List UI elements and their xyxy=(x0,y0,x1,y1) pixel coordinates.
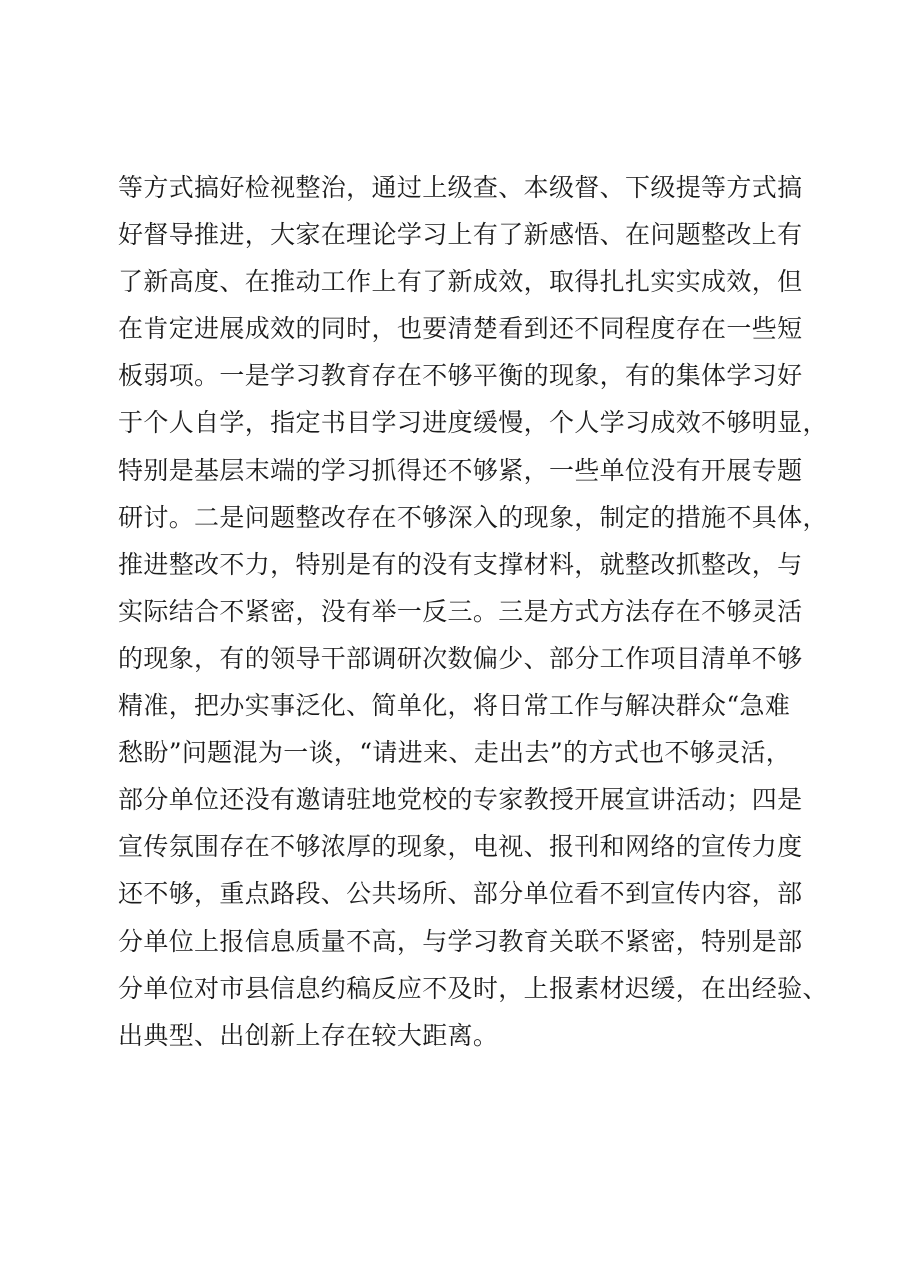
text-line: 宣传氛围存在不够浓厚的现象，电视、报刊和网络的宣传力度 xyxy=(118,832,803,862)
text-line: 部分单位还没有邀请驻地党校的专家教授开展宣讲活动；四是 xyxy=(118,785,803,815)
text-line: 愁盼”问题混为一谈，“请进来、走出去”的方式也不够灵活， xyxy=(118,738,792,768)
text-line: 好督导推进，大家在理论学习上有了新感悟、在问题整改上有 xyxy=(118,220,803,250)
text-line: 等方式搞好检视整治，通过上级查、本级督、下级提等方式搞 xyxy=(118,173,803,202)
text-line: 板弱项。一是学习教育存在不够平衡的现象，有的集体学习好 xyxy=(118,361,803,391)
text-line: 在肯定进展成效的同时，也要清楚看到还不同程度存在一些短 xyxy=(118,314,803,344)
text-line: 实际结合不紧密，没有举一反三。三是方式方法存在不够灵活 xyxy=(118,596,803,626)
text-line: 分单位对市县信息约稿反应不及时，上报素材迟缓，在出经验、 xyxy=(118,973,828,1003)
text-line: 的现象，有的领导干部调研次数偏少、部分工作项目清单不够 xyxy=(118,643,803,673)
text-line: 出典型、出创新上存在较大距离。 xyxy=(118,1020,499,1050)
text-line: 推进整改不力，特别是有的没有支撑材料，就整改抓整改，与 xyxy=(118,549,803,579)
text-line: 精准，把办实事泛化、简单化，将日常工作与解决群众“急难 xyxy=(118,691,791,721)
text-line: 分单位上报信息质量不高，与学习教育关联不紧密，特别是部 xyxy=(118,926,803,956)
text-line: 了新高度、在推动工作上有了新成效，取得扎扎实实成效，但 xyxy=(118,267,803,297)
text-line: 于个人自学，指定书目学习进度缓慢，个人学习成效不够明显， xyxy=(118,408,828,438)
text-line: 特别是基层末端的学习抓得还不够紧，一些单位没有开展专题 xyxy=(118,455,803,485)
text-line: 还不够，重点路段、公共场所、部分单位看不到宣传内容，部 xyxy=(118,879,803,909)
body-paragraph xyxy=(118,164,828,1059)
text-line: 研讨。二是问题整改存在不够深入的现象，制定的措施不具体， xyxy=(118,502,828,532)
